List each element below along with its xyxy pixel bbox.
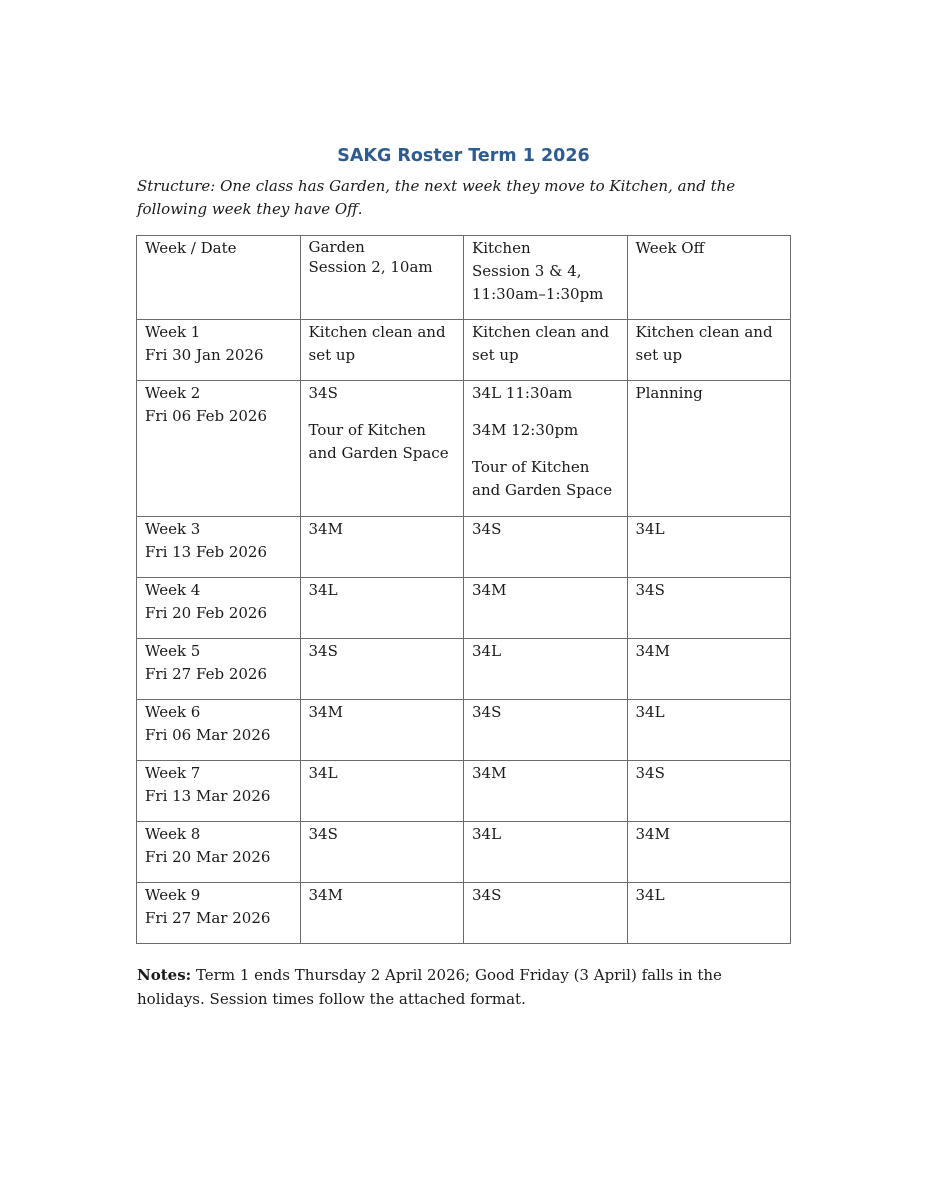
header-week-off-label: Week Off xyxy=(635,239,705,257)
kitchen-cell: 34S xyxy=(464,700,628,761)
off-cell: 34M xyxy=(627,822,791,883)
off-cell: 34L xyxy=(627,883,791,944)
header-kitchen-label: Kitchen xyxy=(472,239,531,257)
garden-cell: 34S xyxy=(300,822,464,883)
table-row xyxy=(137,639,791,700)
week-cell xyxy=(137,381,301,517)
week-cell xyxy=(137,761,301,822)
week-date: Fri 20 Feb 2026 xyxy=(145,604,268,622)
kitchen-cell: 34L xyxy=(464,822,628,883)
header-kitchen xyxy=(464,236,628,320)
garden-cell: 34M xyxy=(300,517,464,578)
week-label: Week 8 xyxy=(145,825,201,843)
garden-note: Tour of Kitchen and Garden Space xyxy=(308,421,449,462)
table-row xyxy=(137,381,791,517)
off-cell: 34L xyxy=(627,517,791,578)
kitchen-cell: Kitchen clean and set up xyxy=(464,320,628,381)
kitchen-class-2: 34M 12:30pm xyxy=(472,421,579,439)
week-date: Fri 27 Mar 2026 xyxy=(145,909,271,927)
week-label: Week 1 xyxy=(145,323,201,341)
kitchen-cell: 34M xyxy=(464,761,628,822)
table-row xyxy=(137,761,791,822)
roster-table xyxy=(136,235,791,944)
header-week-date xyxy=(137,236,301,320)
header-garden xyxy=(300,236,464,320)
week-date: Fri 13 Mar 2026 xyxy=(145,787,271,805)
off-cell: 34S xyxy=(627,578,791,639)
header-garden-label: Garden xyxy=(308,238,365,256)
header-week-date-label: Week / Date xyxy=(145,239,237,257)
kitchen-cell: 34L xyxy=(464,639,628,700)
kitchen-class-1: 34L 11:30am xyxy=(472,384,573,402)
week-cell xyxy=(137,700,301,761)
garden-cell: 34M xyxy=(300,883,464,944)
page-title: SAKG Roster Term 1 2026 xyxy=(337,146,590,166)
garden-class: 34S xyxy=(308,384,338,402)
week-label: Week 4 xyxy=(145,581,201,599)
week-label: Week 9 xyxy=(145,886,201,904)
week-cell xyxy=(137,320,301,381)
table-row xyxy=(137,822,791,883)
week-date: Fri 20 Mar 2026 xyxy=(145,848,271,866)
notes-label: Notes: xyxy=(137,966,192,984)
off-cell: 34L xyxy=(627,700,791,761)
header-row xyxy=(137,236,791,320)
garden-cell: 34M xyxy=(300,700,464,761)
header-week-off xyxy=(627,236,791,320)
week-date: Fri 27 Feb 2026 xyxy=(145,665,268,683)
table-row xyxy=(137,517,791,578)
garden-cell: 34S xyxy=(300,639,464,700)
week-cell xyxy=(137,578,301,639)
header-garden-session: Session 2, 10am xyxy=(308,258,433,276)
kitchen-cell: 34M xyxy=(464,578,628,639)
week-label: Week 5 xyxy=(145,642,201,660)
notes-text: Term 1 ends Thursday 2 April 2026; Good Friday (3 April) falls in the holidays. Session times follow the attached format. xyxy=(137,966,722,1008)
table-row xyxy=(137,700,791,761)
week-label: Week 7 xyxy=(145,764,201,782)
garden-cell: 34L xyxy=(300,578,464,639)
week-date: Fri 06 Mar 2026 xyxy=(145,726,271,744)
week-date: Fri 30 Jan 2026 xyxy=(145,346,264,364)
week-cell xyxy=(137,639,301,700)
table-row xyxy=(137,320,791,381)
week-cell xyxy=(137,517,301,578)
table-row xyxy=(137,883,791,944)
off-cell: Kitchen clean and set up xyxy=(627,320,791,381)
off-cell: 34M xyxy=(627,639,791,700)
week-date: Fri 13 Feb 2026 xyxy=(145,543,268,561)
week-label: Week 2 xyxy=(145,384,201,402)
garden-cell: 34L xyxy=(300,761,464,822)
week-label: Week 6 xyxy=(145,703,201,721)
week-cell xyxy=(137,883,301,944)
week-date: Fri 06 Feb 2026 xyxy=(145,407,268,425)
kitchen-note: Tour of Kitchen and Garden Space xyxy=(472,458,613,499)
table-row xyxy=(137,578,791,639)
garden-cell xyxy=(300,381,464,517)
kitchen-cell: 34S xyxy=(464,883,628,944)
header-kitchen-session: Session 3 & 4, 11:30am–1:30pm xyxy=(472,262,604,303)
notes-paragraph xyxy=(137,963,792,1011)
structure-description: Structure: One class has Garden, the next week they move to Kitchen, and the following week they have Off. xyxy=(137,177,736,218)
week-label: Week 3 xyxy=(145,520,201,538)
off-cell: 34S xyxy=(627,761,791,822)
garden-cell: Kitchen clean and set up xyxy=(300,320,464,381)
week-cell xyxy=(137,822,301,883)
kitchen-cell xyxy=(464,381,628,517)
off-cell: Planning xyxy=(627,381,791,517)
kitchen-cell: 34S xyxy=(464,517,628,578)
